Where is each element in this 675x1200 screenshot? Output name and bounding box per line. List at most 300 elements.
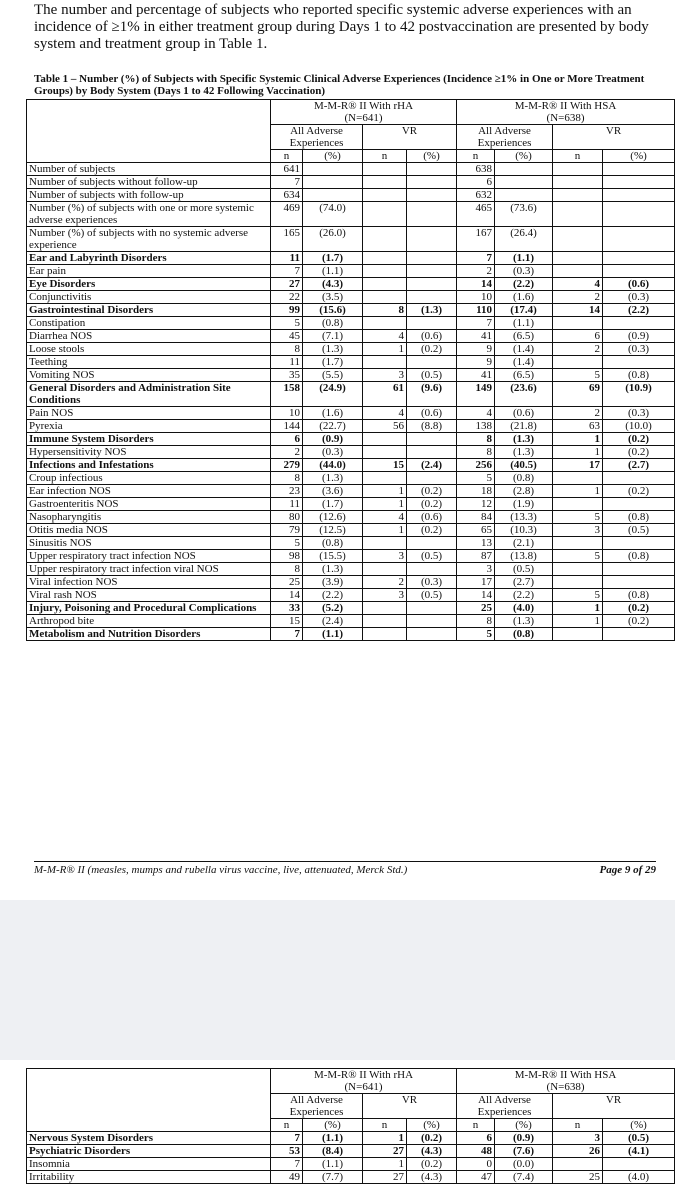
- row-label: Number of subjects with follow-up: [27, 189, 271, 202]
- percent-cell: (0.2): [603, 485, 675, 498]
- count-cell: 158: [271, 382, 303, 407]
- row-label: Arthropod bite: [27, 615, 271, 628]
- percent-cell: (1.7): [303, 252, 363, 265]
- group2-header: [457, 1069, 675, 1094]
- group1-header: [271, 100, 457, 125]
- count-cell: 6: [553, 330, 603, 343]
- table-row: [27, 563, 675, 576]
- count-cell: 144: [271, 420, 303, 433]
- count-cell: 6: [457, 1132, 495, 1145]
- percent-cell: (4.0): [603, 1171, 675, 1184]
- count-cell: 80: [271, 511, 303, 524]
- table-row: [27, 1158, 675, 1171]
- percent-cell: (7.1): [303, 330, 363, 343]
- count-cell: 1: [363, 1132, 407, 1145]
- percent-cell: (0.0): [495, 1158, 553, 1171]
- count-cell: 7: [271, 1158, 303, 1171]
- table-row: [27, 550, 675, 563]
- row-label: Vomiting NOS: [27, 369, 271, 382]
- row-label: Ear pain: [27, 265, 271, 278]
- count-cell: 2: [553, 343, 603, 356]
- percent-cell: (2.4): [303, 615, 363, 628]
- count-cell: 15: [363, 459, 407, 472]
- count-cell: [553, 537, 603, 550]
- percent-cell: (1.9): [495, 498, 553, 511]
- count-cell: 3: [553, 524, 603, 537]
- percent-cell: (0.2): [603, 615, 675, 628]
- percent-cell: (0.5): [407, 589, 457, 602]
- table-row: [27, 369, 675, 382]
- experiences-label: Experiences: [289, 1106, 344, 1118]
- vr-header: VR: [363, 1094, 457, 1119]
- count-cell: 9: [457, 343, 495, 356]
- percent-cell: (10.3): [495, 524, 553, 537]
- percent-cell: (1.7): [303, 356, 363, 369]
- percent-cell: [407, 356, 457, 369]
- percent-cell: (0.6): [495, 407, 553, 420]
- percent-cell: [603, 227, 675, 252]
- percent-cell: (1.3): [407, 304, 457, 317]
- percent-cell: [495, 163, 553, 176]
- percent-cell: (2.2): [495, 589, 553, 602]
- table-row: [27, 511, 675, 524]
- count-cell: 2: [457, 265, 495, 278]
- count-cell: 632: [457, 189, 495, 202]
- percent-cell: (2.7): [495, 576, 553, 589]
- row-label: Diarrhea NOS: [27, 330, 271, 343]
- row-label: Conjunctivitis: [27, 291, 271, 304]
- n-header: n: [271, 1119, 303, 1132]
- percent-cell: [495, 189, 553, 202]
- count-cell: 45: [271, 330, 303, 343]
- count-cell: 15: [271, 615, 303, 628]
- count-cell: 3: [363, 369, 407, 382]
- count-cell: 4: [553, 278, 603, 291]
- percent-cell: [407, 446, 457, 459]
- row-label: Croup infectious: [27, 472, 271, 485]
- percent-cell: (22.7): [303, 420, 363, 433]
- percent-cell: (1.4): [495, 356, 553, 369]
- percent-cell: [603, 202, 675, 227]
- count-cell: 9: [457, 356, 495, 369]
- group2-header: [457, 100, 675, 125]
- count-cell: [553, 498, 603, 511]
- percent-cell: [603, 472, 675, 485]
- count-cell: 7: [271, 265, 303, 278]
- count-cell: 23: [271, 485, 303, 498]
- table-row: [27, 524, 675, 537]
- row-label: Pyrexia: [27, 420, 271, 433]
- count-cell: 25: [553, 1171, 603, 1184]
- count-cell: [363, 537, 407, 550]
- count-cell: [363, 446, 407, 459]
- percent-cell: (13.8): [495, 550, 553, 563]
- count-cell: [553, 628, 603, 641]
- percent-cell: (26.4): [495, 227, 553, 252]
- percent-cell: (0.2): [603, 433, 675, 446]
- percent-cell: [407, 472, 457, 485]
- vr-header: VR: [363, 125, 457, 150]
- count-cell: 41: [457, 369, 495, 382]
- count-cell: 8: [271, 563, 303, 576]
- count-cell: 11: [271, 252, 303, 265]
- count-cell: 3: [553, 1132, 603, 1145]
- row-label: Injury, Poisoning and Procedural Complications: [27, 602, 271, 615]
- count-cell: 4: [457, 407, 495, 420]
- percent-cell: (1.1): [495, 252, 553, 265]
- row-label: Ear infection NOS: [27, 485, 271, 498]
- group1-name: M-M-R® II With rHA: [313, 100, 414, 112]
- percent-cell: (73.6): [495, 202, 553, 227]
- count-cell: 41: [457, 330, 495, 343]
- percent-cell: (0.8): [303, 317, 363, 330]
- percent-cell: [407, 317, 457, 330]
- count-cell: 1: [363, 1158, 407, 1171]
- percent-cell: (9.6): [407, 382, 457, 407]
- count-cell: 465: [457, 202, 495, 227]
- count-cell: 3: [457, 563, 495, 576]
- percent-cell: (2.1): [495, 537, 553, 550]
- count-cell: [553, 202, 603, 227]
- count-cell: [363, 278, 407, 291]
- percent-cell: (1.1): [495, 317, 553, 330]
- count-cell: 48: [457, 1145, 495, 1158]
- percent-cell: (2.2): [495, 278, 553, 291]
- count-cell: 6: [271, 433, 303, 446]
- percent-cell: (10.9): [603, 382, 675, 407]
- n-header: n: [457, 150, 495, 163]
- n-header: n: [553, 1119, 603, 1132]
- header-row-groups: [27, 1069, 675, 1094]
- count-cell: 17: [457, 576, 495, 589]
- percent-cell: [303, 176, 363, 189]
- count-cell: [553, 563, 603, 576]
- count-cell: 638: [457, 163, 495, 176]
- percent-cell: (1.1): [303, 1158, 363, 1171]
- adverse-experience-table-continued: [26, 1068, 675, 1184]
- percent-cell: (7.6): [495, 1145, 553, 1158]
- percent-cell: [603, 628, 675, 641]
- percent-cell: (13.3): [495, 511, 553, 524]
- count-cell: 1: [363, 343, 407, 356]
- group2-name: M-M-R® II With HSA: [514, 100, 617, 112]
- row-label: Teething: [27, 356, 271, 369]
- count-cell: 8: [457, 433, 495, 446]
- n-header: n: [553, 150, 603, 163]
- row-label: Constipation: [27, 317, 271, 330]
- table-row: [27, 615, 675, 628]
- percent-cell: [407, 265, 457, 278]
- count-cell: 22: [271, 291, 303, 304]
- percent-cell: [303, 163, 363, 176]
- count-cell: 7: [271, 628, 303, 641]
- count-cell: [363, 472, 407, 485]
- count-cell: [363, 602, 407, 615]
- count-cell: 1: [553, 433, 603, 446]
- count-cell: [363, 189, 407, 202]
- pct-header: (%): [303, 1119, 363, 1132]
- count-cell: [363, 202, 407, 227]
- all-adverse-header: [271, 1094, 363, 1119]
- intro-paragraph: The number and percentage of subjects who reported specific systemic adverse experiences with an incidence of ≥1% in either treatment group during Days 1 to 42 postvaccination are presented by body system and treatment group in Table 1.: [34, 2, 649, 52]
- row-label: Gastroenteritis NOS: [27, 498, 271, 511]
- percent-cell: [407, 537, 457, 550]
- count-cell: 1: [363, 498, 407, 511]
- percent-cell: (0.2): [407, 524, 457, 537]
- count-cell: 14: [553, 304, 603, 317]
- percent-cell: [407, 176, 457, 189]
- percent-cell: (7.7): [303, 1171, 363, 1184]
- count-cell: 12: [457, 498, 495, 511]
- percent-cell: (1.3): [303, 472, 363, 485]
- percent-cell: (44.0): [303, 459, 363, 472]
- row-label: Sinusitis NOS: [27, 537, 271, 550]
- percent-cell: (0.3): [603, 407, 675, 420]
- count-cell: [363, 628, 407, 641]
- percent-cell: (0.9): [303, 433, 363, 446]
- percent-cell: [603, 189, 675, 202]
- count-cell: [553, 252, 603, 265]
- count-cell: [363, 163, 407, 176]
- percent-cell: (2.8): [495, 485, 553, 498]
- table-row: [27, 589, 675, 602]
- percent-cell: (0.8): [603, 550, 675, 563]
- count-cell: 5: [271, 537, 303, 550]
- table-row: [27, 433, 675, 446]
- row-label: Viral infection NOS: [27, 576, 271, 589]
- count-cell: 18: [457, 485, 495, 498]
- percent-cell: (74.0): [303, 202, 363, 227]
- percent-cell: (0.3): [303, 446, 363, 459]
- percent-cell: [603, 576, 675, 589]
- group1-count: (N=641): [344, 112, 383, 124]
- percent-cell: (4.0): [495, 602, 553, 615]
- pct-header: (%): [303, 150, 363, 163]
- group1-name: M-M-R® II With rHA: [313, 1069, 414, 1081]
- percent-cell: [407, 189, 457, 202]
- pct-header: (%): [495, 150, 553, 163]
- count-cell: [363, 356, 407, 369]
- percent-cell: (0.5): [603, 1132, 675, 1145]
- count-cell: 2: [271, 446, 303, 459]
- percent-cell: (1.1): [303, 628, 363, 641]
- table-caption: Table 1 – Number (%) of Subjects with Specific Systemic Clinical Adverse Experiences (Incidence ≥1% in One or More Treatment Groups) by Body System (Days 1 to 42 Following Vaccination): [34, 73, 645, 97]
- row-label: Number (%) of subjects with one or more systemic adverse experiences: [27, 202, 271, 227]
- count-cell: [363, 291, 407, 304]
- percent-cell: (1.4): [495, 343, 553, 356]
- percent-cell: [407, 615, 457, 628]
- count-cell: 11: [271, 356, 303, 369]
- vr-header: VR: [553, 125, 675, 150]
- percent-cell: (0.2): [407, 498, 457, 511]
- percent-cell: (1.7): [303, 498, 363, 511]
- count-cell: 99: [271, 304, 303, 317]
- percent-cell: (0.9): [495, 1132, 553, 1145]
- percent-cell: (21.8): [495, 420, 553, 433]
- percent-cell: (10.0): [603, 420, 675, 433]
- percent-cell: [407, 602, 457, 615]
- row-label: Number of subjects without follow-up: [27, 176, 271, 189]
- table-row: [27, 304, 675, 317]
- percent-cell: (0.2): [603, 446, 675, 459]
- table-row: [27, 485, 675, 498]
- count-cell: [553, 176, 603, 189]
- table-row: [27, 576, 675, 589]
- group1-header: [271, 1069, 457, 1094]
- row-label: Nasopharyngitis: [27, 511, 271, 524]
- percent-cell: (0.2): [407, 485, 457, 498]
- count-cell: 1: [363, 524, 407, 537]
- percent-cell: [603, 498, 675, 511]
- adverse-experience-table: [26, 99, 675, 641]
- table-row: [27, 382, 675, 407]
- percent-cell: (23.6): [495, 382, 553, 407]
- pct-header: (%): [495, 1119, 553, 1132]
- percent-cell: (0.3): [603, 343, 675, 356]
- percent-cell: (4.3): [303, 278, 363, 291]
- count-cell: 5: [553, 589, 603, 602]
- vr-header: VR: [553, 1094, 675, 1119]
- all-adverse-label: All Adverse: [478, 1094, 531, 1106]
- count-cell: [363, 433, 407, 446]
- count-cell: 1: [553, 485, 603, 498]
- experiences-label: Experiences: [477, 1106, 532, 1118]
- pct-header: (%): [407, 1119, 457, 1132]
- count-cell: 17: [553, 459, 603, 472]
- group1-count: (N=641): [344, 1081, 383, 1093]
- percent-cell: [407, 563, 457, 576]
- count-cell: 14: [271, 589, 303, 602]
- count-cell: 35: [271, 369, 303, 382]
- count-cell: 6: [457, 176, 495, 189]
- percent-cell: [407, 433, 457, 446]
- count-cell: 25: [457, 602, 495, 615]
- percent-cell: (17.4): [495, 304, 553, 317]
- percent-cell: (1.1): [303, 265, 363, 278]
- count-cell: 84: [457, 511, 495, 524]
- count-cell: 165: [271, 227, 303, 252]
- count-cell: [553, 189, 603, 202]
- count-cell: 14: [457, 589, 495, 602]
- percent-cell: (15.5): [303, 550, 363, 563]
- percent-cell: (0.8): [303, 537, 363, 550]
- table-row: [27, 163, 675, 176]
- count-cell: 61: [363, 382, 407, 407]
- table-row: [27, 420, 675, 433]
- count-cell: 2: [553, 291, 603, 304]
- count-cell: 56: [363, 420, 407, 433]
- count-cell: [553, 1158, 603, 1171]
- percent-cell: (5.2): [303, 602, 363, 615]
- count-cell: [553, 356, 603, 369]
- count-cell: 256: [457, 459, 495, 472]
- percent-cell: [603, 317, 675, 330]
- count-cell: [363, 615, 407, 628]
- percent-cell: (0.8): [603, 369, 675, 382]
- count-cell: 5: [553, 369, 603, 382]
- count-cell: 279: [271, 459, 303, 472]
- row-label: Gastrointestinal Disorders: [27, 304, 271, 317]
- n-header: n: [363, 1119, 407, 1132]
- percent-cell: (1.3): [303, 343, 363, 356]
- percent-cell: (1.3): [495, 446, 553, 459]
- count-cell: [553, 163, 603, 176]
- percent-cell: (0.5): [407, 369, 457, 382]
- percent-cell: (4.3): [407, 1145, 457, 1158]
- table-row: [27, 278, 675, 291]
- count-cell: 14: [457, 278, 495, 291]
- percent-cell: [407, 163, 457, 176]
- row-label: Infections and Infestations: [27, 459, 271, 472]
- table-row: [27, 407, 675, 420]
- count-cell: 149: [457, 382, 495, 407]
- percent-cell: (12.6): [303, 511, 363, 524]
- percent-cell: (0.3): [603, 291, 675, 304]
- count-cell: 138: [457, 420, 495, 433]
- count-cell: 167: [457, 227, 495, 252]
- percent-cell: (3.9): [303, 576, 363, 589]
- percent-cell: (0.8): [495, 628, 553, 641]
- count-cell: 3: [363, 589, 407, 602]
- all-adverse-header: [457, 125, 553, 150]
- count-cell: 65: [457, 524, 495, 537]
- percent-cell: [407, 202, 457, 227]
- percent-cell: [303, 189, 363, 202]
- percent-cell: (1.6): [495, 291, 553, 304]
- table-row: [27, 189, 675, 202]
- count-cell: 8: [271, 472, 303, 485]
- row-label: Number (%) of subjects with no systemic adverse experience: [27, 227, 271, 252]
- table-row: [27, 498, 675, 511]
- percent-cell: [603, 265, 675, 278]
- row-label: Hypersensitivity NOS: [27, 446, 271, 459]
- percent-cell: (0.8): [495, 472, 553, 485]
- percent-cell: (0.6): [407, 330, 457, 343]
- percent-cell: (1.3): [303, 563, 363, 576]
- percent-cell: (0.6): [407, 407, 457, 420]
- count-cell: 1: [553, 615, 603, 628]
- percent-cell: (2.2): [603, 304, 675, 317]
- count-cell: 3: [363, 550, 407, 563]
- count-cell: 1: [553, 602, 603, 615]
- percent-cell: (0.2): [407, 343, 457, 356]
- group2-count: (N=638): [546, 112, 585, 124]
- header-blank-cell: [27, 1069, 271, 1132]
- table-row: [27, 472, 675, 485]
- count-cell: 5: [457, 628, 495, 641]
- count-cell: 25: [271, 576, 303, 589]
- table-row: [27, 265, 675, 278]
- row-label: Otitis media NOS: [27, 524, 271, 537]
- count-cell: 0: [457, 1158, 495, 1171]
- count-cell: 27: [363, 1145, 407, 1158]
- document-page-2: [0, 1060, 675, 1200]
- count-cell: 8: [271, 343, 303, 356]
- percent-cell: [407, 227, 457, 252]
- row-label: Ear and Labyrinth Disorders: [27, 252, 271, 265]
- table-row: [27, 343, 675, 356]
- count-cell: 63: [553, 420, 603, 433]
- row-label: Irritability: [27, 1171, 271, 1184]
- count-cell: 87: [457, 550, 495, 563]
- percent-cell: (24.9): [303, 382, 363, 407]
- percent-cell: [407, 278, 457, 291]
- percent-cell: (3.6): [303, 485, 363, 498]
- percent-cell: [603, 176, 675, 189]
- percent-cell: [603, 537, 675, 550]
- n-header: n: [271, 150, 303, 163]
- count-cell: 10: [271, 407, 303, 420]
